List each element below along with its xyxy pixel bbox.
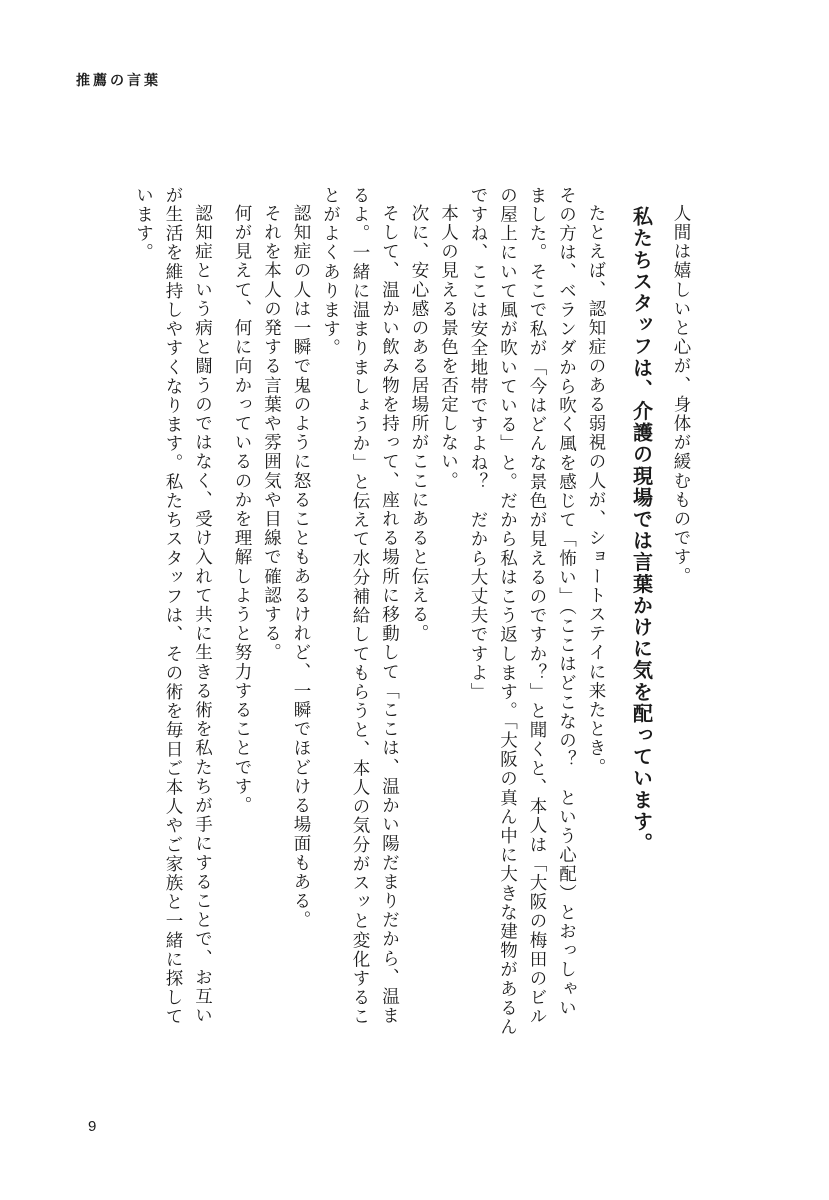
paragraph-line: そして、温かい飲み物を持って、座れる場所に移動して「ここは、温かい陽だまりだから、温ま bbox=[379, 203, 400, 1025]
paragraph-line: とがよくあります。 bbox=[320, 186, 341, 358]
paragraph-line: るよ。一緒に温まりましょうか」と伝えて水分補給してもらうと、本人の気分がスッと変化するこ bbox=[350, 186, 370, 1027]
paragraph-line: ました。そこで私が「今はどんな景色が見えるのですか？」と聞くと、本人は「大阪の梅田のビル bbox=[527, 186, 547, 1027]
spacer bbox=[656, 186, 666, 1056]
paragraph-line: たとえば、認知症のある弱視の人が、ショートステイに来たとき。 bbox=[586, 203, 606, 777]
paragraph-line: 認知症という病と闘うのではなく、受け入れて共に生きる術を私たちが手にすることで、お互い bbox=[192, 203, 213, 1025]
intro-line: 人間は嬉しいと心が、身体が緩むものです。 bbox=[671, 203, 691, 586]
paragraph-line: 本人の見える景色を否定しない。 bbox=[438, 203, 459, 490]
spacer bbox=[610, 186, 626, 1056]
page-number: 9 bbox=[88, 1118, 97, 1135]
spacer bbox=[217, 186, 227, 1056]
paragraph-line: それを本人の発する言葉や雰囲気や目線で確認する。 bbox=[261, 203, 282, 662]
section-heading: 私たちスタッフは、介護の現場では言葉かけに気を配っています。 bbox=[629, 206, 654, 854]
section-label: 推薦の言葉 bbox=[76, 73, 161, 89]
paragraph-line: 何が見えて、何に向かっているのかを理解しようと努力することです。 bbox=[232, 203, 252, 815]
paragraph-line: 次に、安心感のある居場所がここにあると伝える。 bbox=[409, 203, 429, 643]
paragraph-line: の屋上にいて風が吹いている」と。だから私はこう返します。「大阪の真ん中に大きな建物があるん bbox=[497, 186, 518, 1037]
paragraph-line: が生活を維持しやすくなります。私たちスタッフは、その術を毎日ご本人やご家族と一緒に探して bbox=[163, 186, 183, 1027]
paragraph-line: 認知症の人は一瞬で鬼のように怒ることもあるけれど、一瞬でほどける場面もある。 bbox=[291, 203, 311, 930]
paragraph-line: ですね、ここは安全地帯ですよね？ だから大丈夫ですよ」 bbox=[468, 186, 488, 702]
body-text bbox=[128, 186, 695, 1056]
paragraph-line: います。 bbox=[133, 186, 154, 263]
paragraph-line: その方は、ベランダから吹く風を感じて「怖い」（ここはどこなの？ という心配）とおっしゃい bbox=[556, 186, 577, 1018]
